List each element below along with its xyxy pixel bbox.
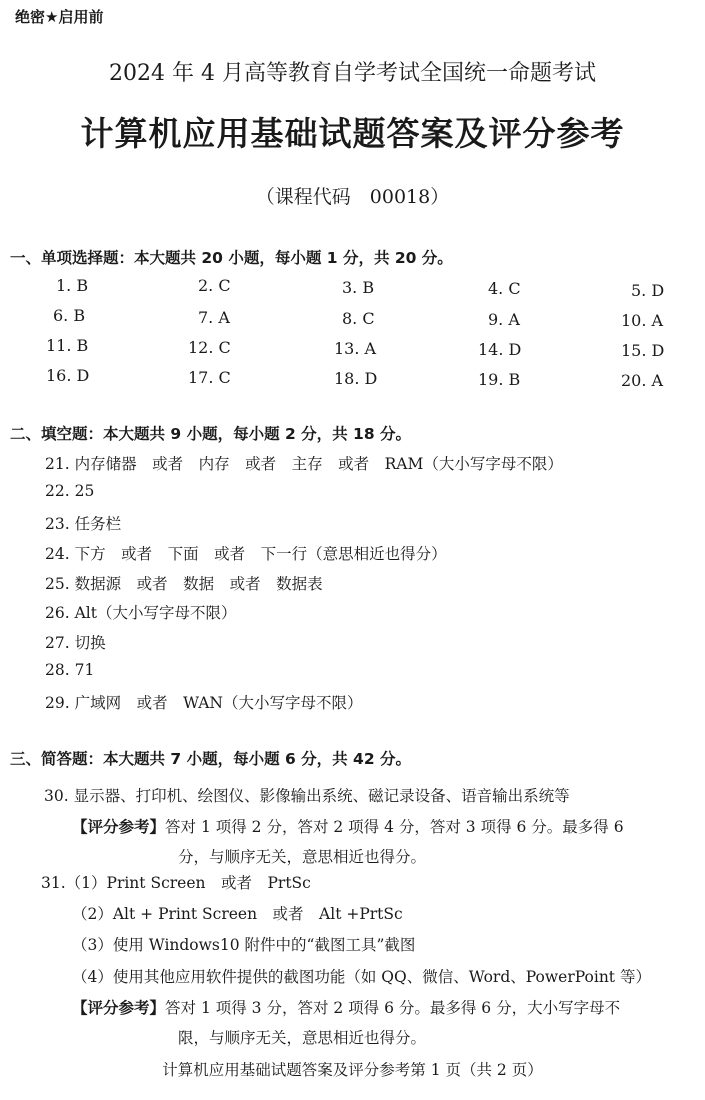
fill-answer: 26. Alt（大小写字母不限）	[45, 604, 237, 622]
scoring-ref-label: 【评分参考】	[72, 818, 166, 836]
mc-answer: 1. B	[56, 276, 89, 295]
fill-answer: 23. 任务栏	[45, 515, 122, 533]
exam-title: 2024 年 4 月高等教育自学考试全国统一命题考试	[109, 61, 596, 86]
mc-answer: 7. A	[198, 308, 230, 327]
mc-answer: 17. C	[188, 368, 231, 387]
page-footer: 计算机应用基础试题答案及评分参考第 1 页（共 2 页）	[162, 1061, 543, 1079]
mc-answer: 8. C	[342, 309, 375, 328]
scoring-ref-text: 答对 1 项得 3 分，答对 2 项得 6 分。最多得 6 分，大小写字母不	[165, 999, 621, 1017]
mc-answer: 3. B	[342, 278, 375, 297]
q30-answer: 30. 显示器、打印机、绘图仪、影像输出系统、磁记录设备、语音输出系统等	[44, 787, 570, 805]
scoring-ref-text-cont: 分，与顺序无关，意思相近也得分。	[178, 848, 427, 866]
mc-answer: 5. D	[631, 281, 665, 300]
mc-answer: 12. C	[188, 338, 231, 357]
document-title: 计算机应用基础试题答案及评分参考	[80, 114, 625, 153]
confidential-label: 绝密★启用前	[15, 8, 104, 26]
fill-answer: 29. 广域网 或者 WAN（大小写字母不限）	[45, 694, 363, 712]
q31-item: 31.（1）Print Screen 或者 PrtSc	[41, 874, 311, 892]
mc-answer: 19. B	[478, 370, 521, 389]
section2-heading: 二、填空题：本大题共 9 小题，每小题 2 分，共 18 分。	[10, 425, 412, 443]
mc-answer: 15. D	[621, 341, 665, 360]
fill-answer: 27. 切换	[45, 634, 106, 652]
mc-answer: 10. A	[621, 311, 664, 330]
q31-item: （4）使用其他应用软件提供的截图功能（如 QQ、微信、Word、PowerPoint 等）	[72, 968, 651, 986]
section3-heading: 三、简答题：本大题共 7 小题，每小题 6 分，共 42 分。	[10, 750, 412, 768]
mc-answer: 13. A	[334, 339, 377, 358]
scoring-ref-text: 答对 1 项得 2 分，答对 2 项得 4 分，答对 3 项得 6 分。最多得 6	[165, 818, 624, 836]
mc-answer: 9. A	[488, 310, 520, 329]
mc-answer: 6. B	[53, 306, 86, 325]
mc-answer: 16. D	[46, 366, 90, 385]
fill-answer: 28. 71	[45, 661, 95, 679]
fill-answer: 21. 内存储器 或者 内存 或者 主存 或者 RAM（大小写字母不限）	[45, 455, 563, 473]
mc-answer: 11. B	[46, 336, 89, 355]
fill-answer: 25. 数据源 或者 数据 或者 数据表	[45, 575, 323, 593]
q30-scoring-ref	[72, 815, 624, 837]
q31-scoring-ref	[72, 996, 620, 1018]
section1-heading: 一、单项选择题：本大题共 20 小题，每小题 1 分，共 20 分。	[10, 249, 453, 267]
mc-answer: 20. A	[621, 371, 664, 390]
q31-item: （3）使用 Windows10 附件中的“截图工具”截图	[72, 936, 416, 954]
mc-answer: 14. D	[478, 340, 522, 359]
scoring-ref-label: 【评分参考】	[72, 999, 166, 1017]
mc-answer: 2. C	[198, 276, 231, 295]
mc-answer: 18. D	[334, 369, 378, 388]
fill-answer: 22. 25	[45, 482, 95, 500]
mc-answer: 4. C	[488, 279, 521, 298]
fill-answer: 24. 下方 或者 下面 或者 下一行（意思相近也得分）	[45, 545, 447, 563]
scoring-ref-text-cont: 限，与顺序无关，意思相近也得分。	[178, 1029, 427, 1047]
course-code: （课程代码 00018）	[255, 186, 450, 208]
q31-item: （2）Alt + Print Screen 或者 Alt +PrtSc	[72, 905, 403, 923]
